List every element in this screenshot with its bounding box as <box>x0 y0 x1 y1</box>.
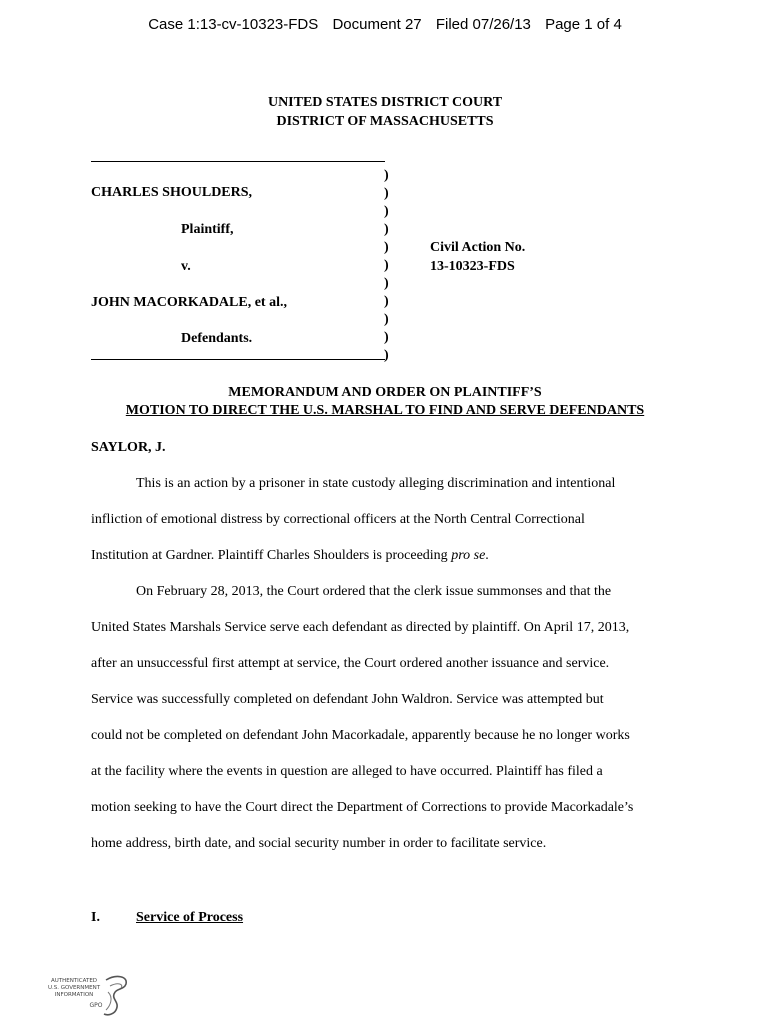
paragraph-line: at the facility where the events in question are alleged to have occurred. Plaintiff has filed a <box>91 764 603 779</box>
paragraph-line: could not be completed on defendant John Macorkadale, apparently because he no longer works <box>91 728 630 743</box>
gpo-authentication-logo <box>44 972 134 1018</box>
gpo-line-1: AUTHENTICATED <box>50 978 98 984</box>
judge-name: SAYLOR, J. <box>91 440 166 455</box>
paragraph-line: infliction of emotional distress by correctional officers at the North Central Correctional <box>91 512 585 527</box>
caption-paren: ) <box>384 204 389 219</box>
text-run: Institution at Gardner. Plaintiff Charles Shoulders is proceeding <box>91 548 452 563</box>
paragraph-line: This is an action by a prisoner in state custody alleging discrimination and intentional <box>136 476 616 491</box>
caption-bottom-rule <box>91 359 385 360</box>
defendant-name: JOHN MACORKADALE, et al., <box>91 295 287 310</box>
plaintiff-name: CHARLES SHOULDERS, <box>91 185 253 200</box>
text-run: . <box>485 548 489 563</box>
section-title: Service of Process <box>136 910 244 925</box>
gpo-eagle-icon <box>44 972 134 1018</box>
gpo-mark: GPO <box>89 1002 103 1009</box>
caption-paren: ) <box>384 276 389 291</box>
ecf-header <box>0 16 770 33</box>
versus: v. <box>181 259 191 274</box>
title-line-1: MEMORANDUM AND ORDER ON PLAINTIFF’S <box>228 385 542 400</box>
civil-action-label: Civil Action No. <box>430 240 526 255</box>
paragraph-line: home address, birth date, and social security number in order to facilitate service. <box>91 836 547 851</box>
gpo-line-2: U.S. GOVERNMENT <box>47 985 101 991</box>
civil-action-number: 13-10323-FDS <box>430 259 515 274</box>
filed-date: Filed 07/26/13 <box>435 16 531 33</box>
caption-paren: ) <box>384 312 389 327</box>
paragraph-line: United States Marshals Service serve each defendant as directed by plaintiff. On April 17, 2013, <box>91 620 630 635</box>
gpo-line-3: INFORMATION <box>54 992 94 998</box>
caption-paren: ) <box>384 294 389 309</box>
plaintiff-role: Plaintiff, <box>181 222 234 237</box>
paragraph-line: On February 28, 2013, the Court ordered that the clerk issue summonses and that the <box>136 584 612 599</box>
caption-paren: ) <box>384 258 389 273</box>
caption-paren: ) <box>384 330 389 345</box>
paragraph-line: Service was successfully completed on defendant John Waldron. Service was attempted but <box>91 692 604 707</box>
caption-paren: ) <box>384 240 389 255</box>
court-name: UNITED STATES DISTRICT COURT <box>267 95 503 110</box>
paragraph-line <box>91 548 489 564</box>
title-line-2: MOTION TO DIRECT THE U.S. MARSHAL TO FIND AND SERVE DEFENDANTS <box>125 403 645 418</box>
section-number: I. <box>91 910 100 925</box>
caption-paren: ) <box>384 168 389 183</box>
caption-paren: ) <box>384 186 389 201</box>
memorandum-title <box>0 384 770 420</box>
court-district: DISTRICT OF MASSACHUSETTS <box>276 114 494 129</box>
caption-paren: ) <box>384 348 389 363</box>
paragraph-line: after an unsuccessful first attempt at service, the Court ordered another issuance and service. <box>91 656 610 671</box>
court-title <box>0 93 770 131</box>
page-indicator: Page 1 of 4 <box>545 16 622 33</box>
caption-top-rule <box>91 161 385 162</box>
caption-paren: ) <box>384 222 389 237</box>
case-number: Case 1:13-cv-10323-FDS <box>148 16 319 33</box>
pro-se-italic: pro se <box>451 548 486 563</box>
paragraph-line: motion seeking to have the Court direct the Department of Corrections to provide Macorkadale’s <box>91 800 634 815</box>
document-number: Document 27 <box>332 16 422 33</box>
defendant-role: Defendants. <box>181 331 253 346</box>
